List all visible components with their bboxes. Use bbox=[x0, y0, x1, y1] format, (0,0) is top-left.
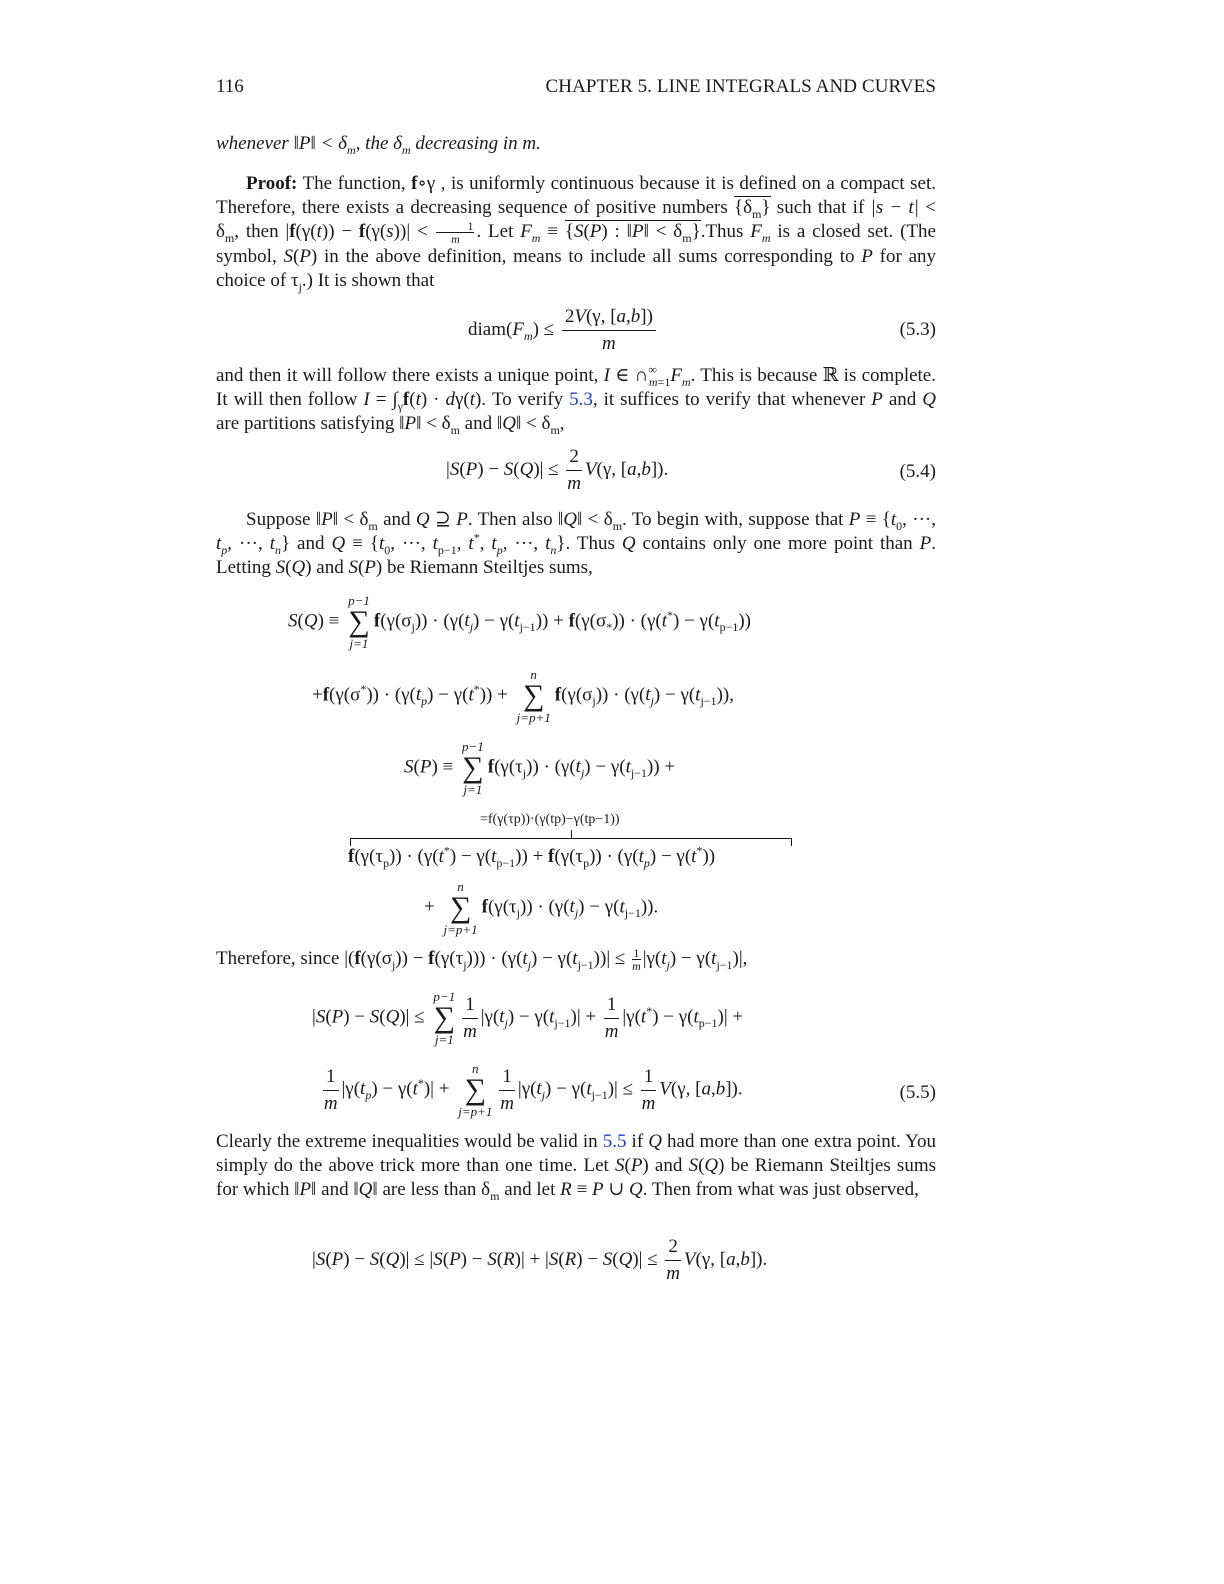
page-number: 116 bbox=[216, 76, 244, 97]
sp-definition-line-3: + n ∑ j=p+1 $f(\gamma(\tau_j)) \cdot (\gamma(t_j) - \gamma(t_{j-1}))$. bbox=[424, 879, 659, 937]
chapter-title: CHAPTER 5. LINE INTEGRALS AND CURVES bbox=[545, 76, 936, 97]
equation-number: (5.4) bbox=[899, 461, 936, 482]
equation-5-5-line-2: $\frac{1}{m}$ $|\gamma(t_p) - \gamma(t^*)|$ + n ∑ j=p+1 $\frac{1}{m}$ $|\gamma(t_j) - \gamma(t_{j-1})|$ ≤ $\frac{1}{m}$ V(γ, [a,b]). (5.5) bbox=[323, 1061, 936, 1119]
paragraph-4: Therefore, since $|(f(\gamma(\sigma_j)) - f(\gamma(\tau_j))) \cdot (\gamma(t_j) - \gamma(t_{j-1}))|$ ≤ $\frac{1}{m} |\gamma(t_j) - \gamma(t_{j-1})|$, bbox=[216, 946, 748, 974]
paragraph-3: Suppose ‖P‖ < $\delta_m$ and Q ⊇ P. Then also ‖Q‖ < $\delta_m$. To begin with, suppose that $P \equiv \{t_0$, ···, $t_p$, ···, $t_n$} and $Q \equiv \{t_0$, ···, $t_{p-1}$, t*, $t_p$, ···, $t_n$}. Thus Q contains only one more point than P. Letting S(Q) and S(P) be Riemann Steiltjes sums, bbox=[216, 509, 936, 578]
proof-label: Proof: bbox=[246, 173, 298, 194]
proof-paragraph: Proof: The function, f∘γ , is uniformly continuous because it is defined on a compact set. Therefore, there exists a decreasing sequence of positive numbers $\{\delta_m\}$ such that if $|s - t| < \delta_m$, then |f(γ(t)) − f(γ(s))| < $\frac{1}{m}$ . Let $F_m \equiv \{S(P)$ : ‖P‖ < $\delta_m\}.Thus$ $F_m$ is a closed set. (The symbol, S(P) in the above definition, means to include all sums corresponding to P for any choice of $\tau_j$.) It is shown that bbox=[216, 173, 937, 294]
sq-definition-line-2: $+f(\gamma(\sigma^*)) \cdot (\gamma(t_p) - \gamma(t^*))$ + n ∑ j=p+1 $f(\gamma(\sigma_j)) \cdot (\gamma(t_j) - \gamma(t_{j-1}))$, bbox=[312, 667, 734, 725]
ref-5-3[interactable]: 5.3 bbox=[569, 389, 593, 410]
paragraph-5: Clearly the extreme inequalities would be valid in 5.5 if Q had more than one extra point. You simply do the above trick more than one time. Let S(P) and S(Q) be Riemann Steiltjes sums for which ‖P‖ and ‖Q‖ are less than $\delta_m$ and let R ≡ P ∪ Q. Then from what was just observed, bbox=[216, 1131, 937, 1203]
lead-line: whenever ‖P‖ < $\delta_m$, the $\delta_m$ decreasing in m. bbox=[216, 133, 541, 157]
equation-5-5-line-1: |S(P) − S(Q)| ≤ p−1 ∑ j=1 $\frac{1}{m}$ $|\gamma(t_j) - \gamma(t_{j-1})|$ + $\frac{1}{m}$ $|\gamma(t^*) - \gamma(t_{p-1})|$ + bbox=[312, 989, 744, 1047]
equation-5-3: $diam(F_m)$ ≤ $\frac{2V(\gamma, [a,b])}{m}$ (5.3) bbox=[468, 306, 936, 354]
equation-number: (5.5) bbox=[899, 1082, 936, 1103]
final-inequality: |S(P) − S(Q)| ≤ |S(P) − S(R)| + |S(R) − S(Q)| ≤ $\frac{2}{m}$ V(γ, [a,b]). bbox=[312, 1236, 768, 1284]
sp-definition-line-1: S(P) ≡ p−1 ∑ j=1 $f(\gamma(\tau_j)) \cdot (\gamma(t_j) - \gamma(t_{j-1}))$ + bbox=[404, 739, 676, 797]
equation-5-4: |S(P) − S(Q)| ≤ $\frac{2}{m}$ V(γ, [a,b]). (5.4) bbox=[446, 446, 936, 494]
ref-5-5[interactable]: 5.5 bbox=[602, 1131, 627, 1152]
page bbox=[216, 0, 936, 1584]
overbrace-label: =f(γ(τp))·(γ(tp)−γ(tp−1)) bbox=[480, 812, 620, 827]
sq-definition-line-1: S(Q) ≡ p−1 ∑ j=1 $f(\gamma(\sigma_j)) \cdot (\gamma(t_j) - \gamma(t_{j-1})) + f(\gamma(\sigma_*)) \cdot (\gamma(t^*) - \gamma(t_{p-1}))$ bbox=[288, 593, 751, 651]
paragraph-2: and then it will follow there exists a unique point, I ∈ $\cap^\infty_{m=1}F_m$. This is because ℝ is complete. It will then follow $I = \int_\gamma f(t) \cdot d\gamma(t)$. To verify 5.3, it suffices to verify that whenever P and Q are partitions satisfying ‖P‖ < $\delta_m$ and ‖Q‖ < $\delta_m$, bbox=[216, 362, 936, 437]
sp-definition-line-2: $f(\gamma(\tau_p)) \cdot (\gamma(t^*) - \gamma(t_{p-1})) + f(\gamma(\tau_p)) \cdot (\gamma(t_p) - \gamma(t^*))$ bbox=[348, 843, 716, 870]
equation-number: (5.3) bbox=[899, 319, 936, 340]
